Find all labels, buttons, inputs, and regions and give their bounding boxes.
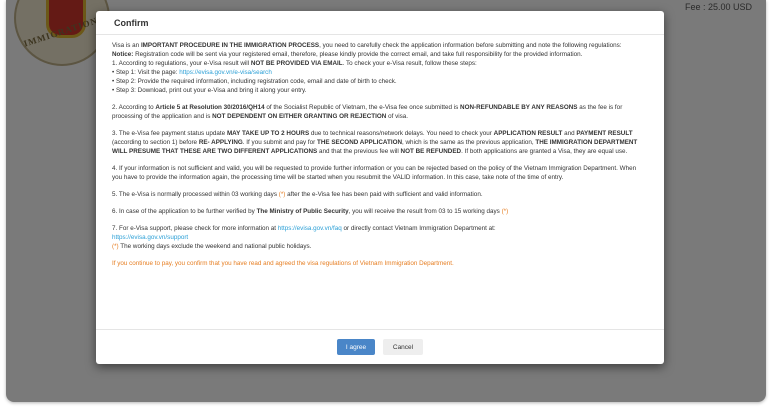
- bold-text: APPLICATION RESULT: [493, 130, 563, 137]
- text: of the Socialist Republic of Vietnam, the e-Visa fee once submitted is: [264, 104, 461, 111]
- intro-paragraph: [112, 41, 646, 50]
- text: or directly contact Vietnam Immigration Department at:: [341, 225, 496, 232]
- text: The working days exclude the weekend and national public holidays.: [118, 243, 312, 250]
- text: , you need to carefully check the application information before submitting and note the following regulations:: [319, 42, 622, 49]
- text: after the e-Visa fee has been paid with sufficient and valid information.: [285, 191, 483, 198]
- text: , which is the same as the previous application,: [402, 139, 536, 146]
- text: 3. The e-Visa fee payment status update: [112, 130, 227, 137]
- text: 7. For e-Visa support, please check for more information at: [112, 225, 278, 232]
- text: of visa.: [386, 113, 409, 120]
- text: • Step 1: Visit the page:: [112, 69, 180, 76]
- text: Visa is an: [112, 42, 141, 49]
- agree-button[interactable]: I agree: [337, 339, 375, 355]
- bold-text: The Ministry of Public Security: [256, 208, 349, 215]
- modal-title: Confirm: [114, 17, 149, 28]
- notice-paragraph: [112, 50, 646, 59]
- asterisk-note: (*): [278, 191, 286, 198]
- modal-header: [96, 11, 664, 35]
- cancel-button[interactable]: Cancel: [383, 339, 423, 355]
- step-2: • Step 2: Provide the required information, including registration code, email and date of birth to check.: [112, 78, 397, 85]
- text: and that the previous fee will: [317, 148, 401, 155]
- modal-body: [96, 35, 664, 268]
- text: . If both applications are granted a Visa, they are equal use.: [461, 148, 628, 155]
- confirm-dialog: [96, 11, 664, 364]
- bold-text: NOT BE REFUNDED: [400, 148, 462, 155]
- modal-footer: [96, 329, 664, 364]
- bold-text: NOT BE PROVIDED VIA EMAIL: [250, 60, 343, 67]
- bold-text: Article 5 at Resolution 30/2016/QH14: [155, 104, 265, 111]
- text: 1. According to regulations, your e-Visa result will: [112, 60, 251, 67]
- bold-text: NON-REFUNDABLE BY ANY REASONS: [460, 104, 578, 111]
- search-link[interactable]: https://evisa.gov.vn/e-visa/search: [179, 69, 272, 76]
- text: (according to section 1) before: [112, 139, 199, 146]
- notice-label: Notice:: [112, 51, 134, 58]
- step-3: • Step 3: Download, print out your e-Visa and bring it along your entry.: [112, 87, 307, 94]
- footnote: [112, 242, 646, 251]
- item-1: [112, 59, 646, 68]
- bold-text: NOT DEPENDENT ON EITHER GRANTING OR REJECTION: [212, 113, 387, 120]
- text: and: [562, 130, 577, 137]
- text: due to technical reasons/network delays. You need to check your: [309, 130, 494, 137]
- bold-text: IMPORTANT PROCEDURE IN THE IMMIGRATION PROCESS: [140, 42, 320, 49]
- asterisk-note: (*): [112, 243, 119, 250]
- text: as the fee is for processing of the application and is: [112, 104, 623, 120]
- item-4: 4. If your information is not sufficient and valid, you will be requested to provide further information or you can be rejected based on the policy of the Vietnam Immigration Department. When you have to provide the information again, the processing time will be started when you resubmit the VALID information. In this case, take note of the time of entry.: [112, 165, 637, 181]
- item-2: [112, 103, 646, 121]
- item-7: [112, 224, 646, 242]
- bold-text: THE SECOND APPLICATION: [317, 139, 403, 146]
- item-6: [112, 207, 646, 216]
- step-1: [112, 68, 646, 77]
- bold-text: PAYMENT RESULT: [576, 130, 633, 137]
- notice-text: Registration code will be sent via your registered email, therefore, please kindly provide the correct email, and take full responsibility for the provided information.: [133, 51, 583, 58]
- faq-link[interactable]: https://evisa.gov.vn/faq: [277, 225, 342, 232]
- text: . If you submit and pay for: [242, 139, 317, 146]
- item-5: [112, 190, 646, 199]
- text: , you will receive the result from 03 to 15 working days: [348, 208, 502, 215]
- support-link[interactable]: https://evisa.gov.vn/support: [112, 234, 189, 241]
- asterisk-note: (*): [501, 208, 509, 215]
- text: . To check your e-Visa result, follow these steps:: [342, 60, 477, 67]
- text: 6. In case of the application to be further verified by: [112, 208, 257, 215]
- item-3: [112, 129, 646, 156]
- warning-text: If you continue to pay, you confirm that you have read and agreed the visa regulations of Vietnam Immigration Department.: [112, 260, 454, 267]
- bold-text: MAY TAKE UP TO 2 HOURS: [226, 130, 310, 137]
- text: 5. The e-Visa is normally processed within 03 working days: [112, 191, 279, 198]
- bold-text: THE IMMIGRATION DEPARTMENT WILL PRESUME THAT THESE ARE TWO DIFFERENT APPLICATIONS: [112, 139, 638, 155]
- bold-text: RE- APPLYING: [198, 139, 243, 146]
- text: 2. According to: [112, 104, 156, 111]
